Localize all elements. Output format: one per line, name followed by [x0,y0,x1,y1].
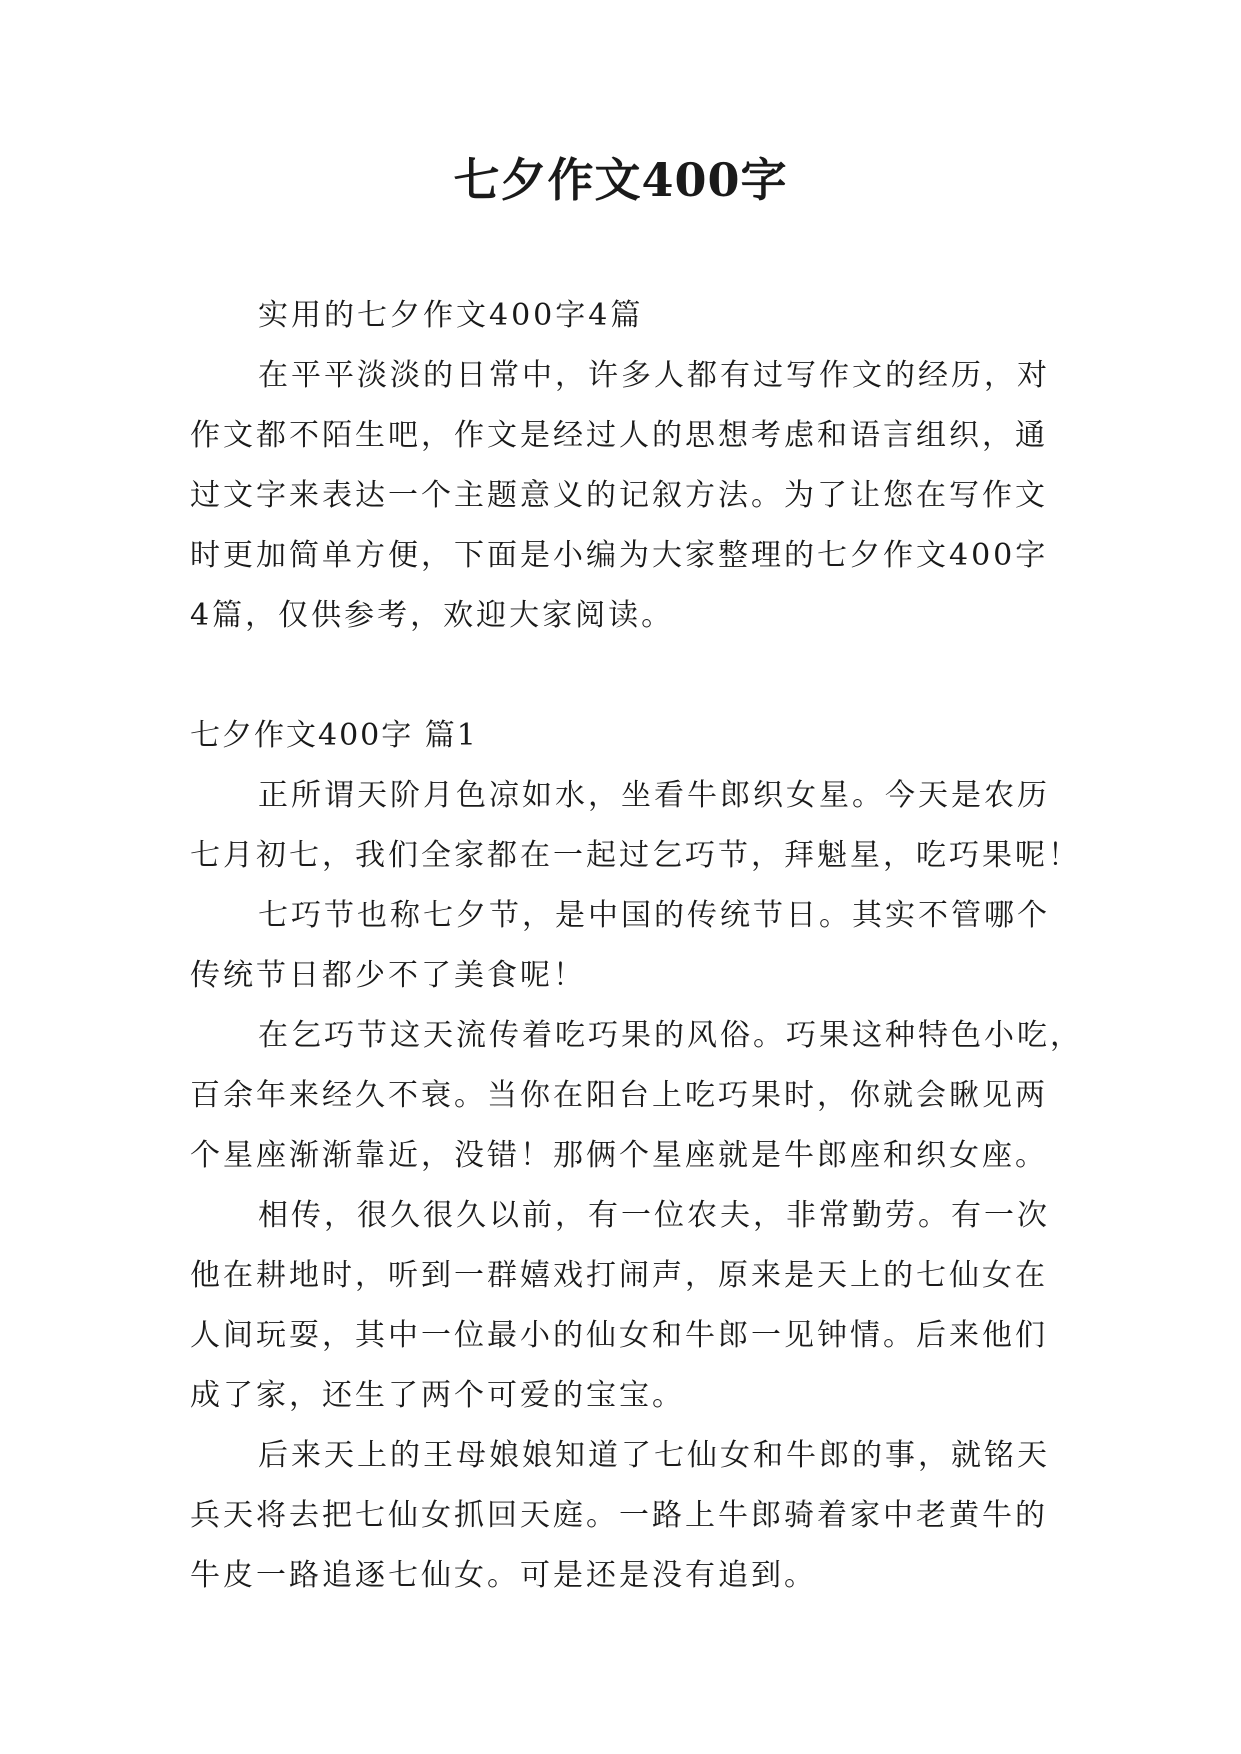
paragraph [190,766,1081,886]
intro-line: 在平平淡淡的日常中，许多人都有过写作文的经历，对 [258,358,1050,393]
intro-line: 作文都不陌生吧，作文是经过人的思想考虑和语言组织，通 [190,418,1048,453]
document-body [190,286,1083,1606]
paragraph [190,1006,1083,1186]
document-title: 七夕作文400字 [453,153,788,207]
paragraph-line: 七巧节也称七夕节，是中国的传统节日。其实不管哪个 [258,898,1050,933]
paragraph [190,1186,1060,1426]
paragraph-line: 百余年来经久不衰。当你在阳台上吃巧果时，你就会瞅见两 [190,1078,1048,1113]
intro-line: 过文字来表达一个主题意义的记叙方法。为了让您在写作文 [190,478,1048,513]
intro-line: 4篇，仅供参考，欢迎大家阅读。 [190,598,675,633]
paragraph-line: 他在耕地时，听到一群嬉戏打闹声，原来是天上的七仙女在 [190,1258,1048,1293]
spacer [190,646,1060,706]
paragraph-line: 成了家，还生了两个可爱的宝宝。 [190,1378,685,1413]
paragraph-line: 后来天上的王母娘娘知道了七仙女和牛郎的事，就铭天 [258,1438,1050,1473]
paragraph-line: 相传，很久很久以前，有一位农夫，非常勤劳。有一次 [258,1198,1050,1233]
paragraph [190,886,1060,1006]
intro-line: 时更加简单方便，下面是小编为大家整理的七夕作文400字 [190,538,1049,573]
intro-paragraph [190,346,1060,646]
paragraph-line: 正所谓天阶月色凉如水，坐看牛郎织女星。今天是农历 [258,778,1050,813]
paragraph-line: 人间玩耍，其中一位最小的仙女和牛郎一见钟情。后来他们 [190,1318,1048,1353]
paragraph-line: 七月初七，我们全家都在一起过乞巧节，拜魁星，吃巧果呢！ [190,838,1081,873]
paragraph [190,1426,1060,1606]
paragraph-line: 兵天将去把七仙女抓回天庭。一路上牛郎骑着家中老黄牛的 [190,1498,1048,1533]
paragraph-line: 牛皮一路追逐七仙女。可是还是没有追到。 [190,1558,817,1593]
paragraph-line: 在乞巧节这天流传着吃巧果的风俗。巧果这种特色小吃， [258,1018,1083,1053]
paragraph-line: 个星座渐渐靠近，没错！那俩个星座就是牛郎座和织女座。 [190,1138,1048,1173]
section-heading: 七夕作文400字 篇1 [190,718,478,753]
paragraph-line: 传统节日都少不了美食呢！ [190,958,586,993]
subtitle: 实用的七夕作文400字4篇 [258,298,644,333]
